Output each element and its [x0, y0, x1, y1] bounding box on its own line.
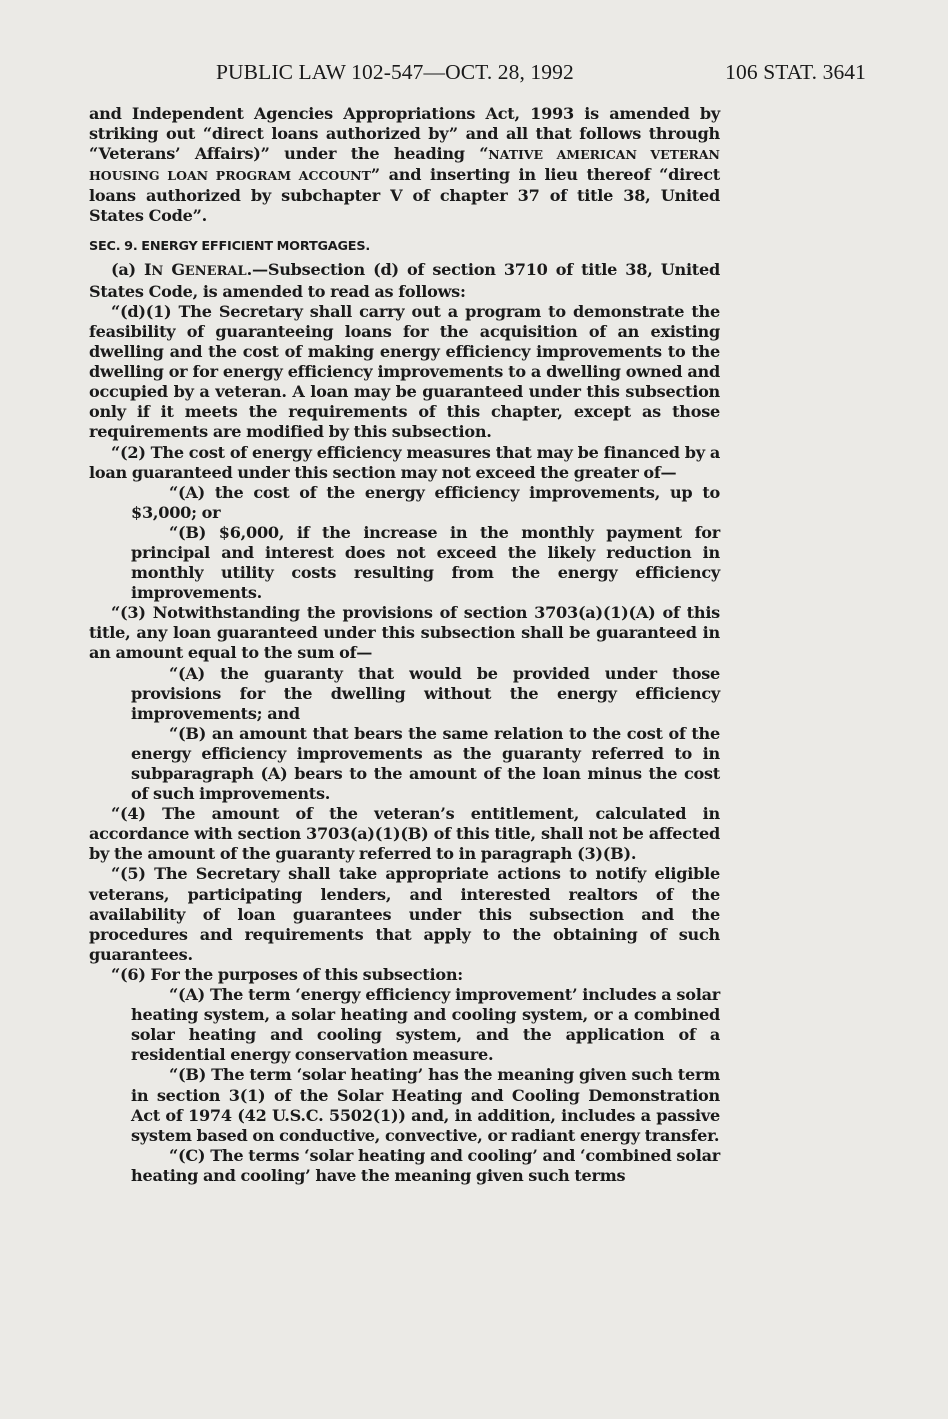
paragraph-d3: “(3) Notwithstanding the provisions of section 3703(a)(1)(A) of this title, any loan guaranteed under this subsection shall be guaranteed in an amount equal to the sum of— — [89, 603, 720, 663]
subsection-a: (a) IN GENERAL.—Subsection (d) of section 3710 of title 38, United States Code, is amended to read as follows: — [89, 259, 720, 301]
paragraph-d6: “(6) For the purposes of this subsection: — [111, 964, 463, 984]
paragraph-d5: “(5) The Secretary shall take appropriate actions to notify eligible veterans, participating lenders, and interested realtors of the availability of loan guarantees under this subsection and the procedures and requirements that apply to the obtaining of such guarantees. — [89, 864, 720, 964]
paragraph-continued: and Independent Agencies Appropriations Act, 1993 is amended by striking out “direct loans authorized by” and all that follows through “Veterans’ Affairs)” under the heading “NATIVE AMERICAN VETERAN HOUSING LOAN PROGRAM ACCOUNT” and inserting in lieu thereof “direct loans authorized by subchapter V of chapter 37 of title 38, United States Code”. — [89, 104, 720, 226]
subparagraph-d3A: “(A) the guaranty that would be provided under those provisions for the dwelling without the energy efficiency improvements; and — [131, 663, 720, 723]
subparagraph-d6B: “(B) The term ‘solar heating’ has the meaning given such term in section 3(1) of the Solar Heating and Cooling Demonstration Act of 1974 (42 U.S.C. 5502(1)) and, in addition, includes a passive system based on conductive, convective, or radiant energy transfer. — [131, 1065, 720, 1145]
section-heading: SEC. 9. ENERGY EFFICIENT MORTGAGES. — [89, 238, 371, 254]
statute-page-number: 106 STAT. 3641 — [725, 60, 866, 84]
paragraph-d1: “(d)(1) The Secretary shall carry out a program to demonstrate the feasibility of guaranteeing loans for the acquisition of an existing dwelling and the cost of making energy efficiency improvements to the dwelling or for energy efficiency improvements to a dwelling owned and occupied by a veteran. A loan may be guaranteed under this subsection only if it meets the requirements of this chapter, except as those requirements are modified by this subsection. — [89, 301, 720, 442]
document-body — [89, 104, 720, 1186]
page-header — [216, 60, 866, 90]
running-title: PUBLIC LAW 102-547—OCT. 28, 1992 — [216, 60, 574, 84]
subparagraph-d6C: “(C) The terms ‘solar heating and cooling’ and ‘combined solar heating and cooling’ have the meaning given such terms — [131, 1145, 720, 1185]
paragraph-d2: “(2) The cost of energy efficiency measures that may be financed by a loan guaranteed under this section may not exceed the greater of— — [89, 442, 720, 482]
subparagraph-d3B: “(B) an amount that bears the same relation to the cost of the energy efficiency improvements as the guaranty referred to in subparagraph (A) bears to the amount of the loan minus the cost of such improvements. — [131, 723, 720, 804]
subparagraph-d2B: “(B) $6,000, if the increase in the monthly payment for principal and interest does not exceed the likely reduction in monthly utility costs resulting from the energy efficiency improvements. — [131, 522, 720, 603]
subparagraph-d2A: “(A) the cost of the energy efficiency improvements, up to $3,000; or — [131, 482, 720, 522]
paragraph-d4: “(4) The amount of the veteran’s entitlement, calculated in accordance with section 3703(a)(1)(B) of this title, shall not be affected by the amount of the guaranty referred to in paragraph (3)(B). — [89, 804, 720, 864]
subparagraph-d6A: “(A) The term ‘energy efficiency improvement’ includes a solar heating system, a solar heating and cooling system, or a combined solar heating and cooling system, and the application of a residential energy conservation measure. — [131, 985, 720, 1065]
small-caps-heading: NATIVE AMERICAN VETERAN HOUSING LOAN PROGRAM ACCOUNT — [89, 147, 720, 184]
